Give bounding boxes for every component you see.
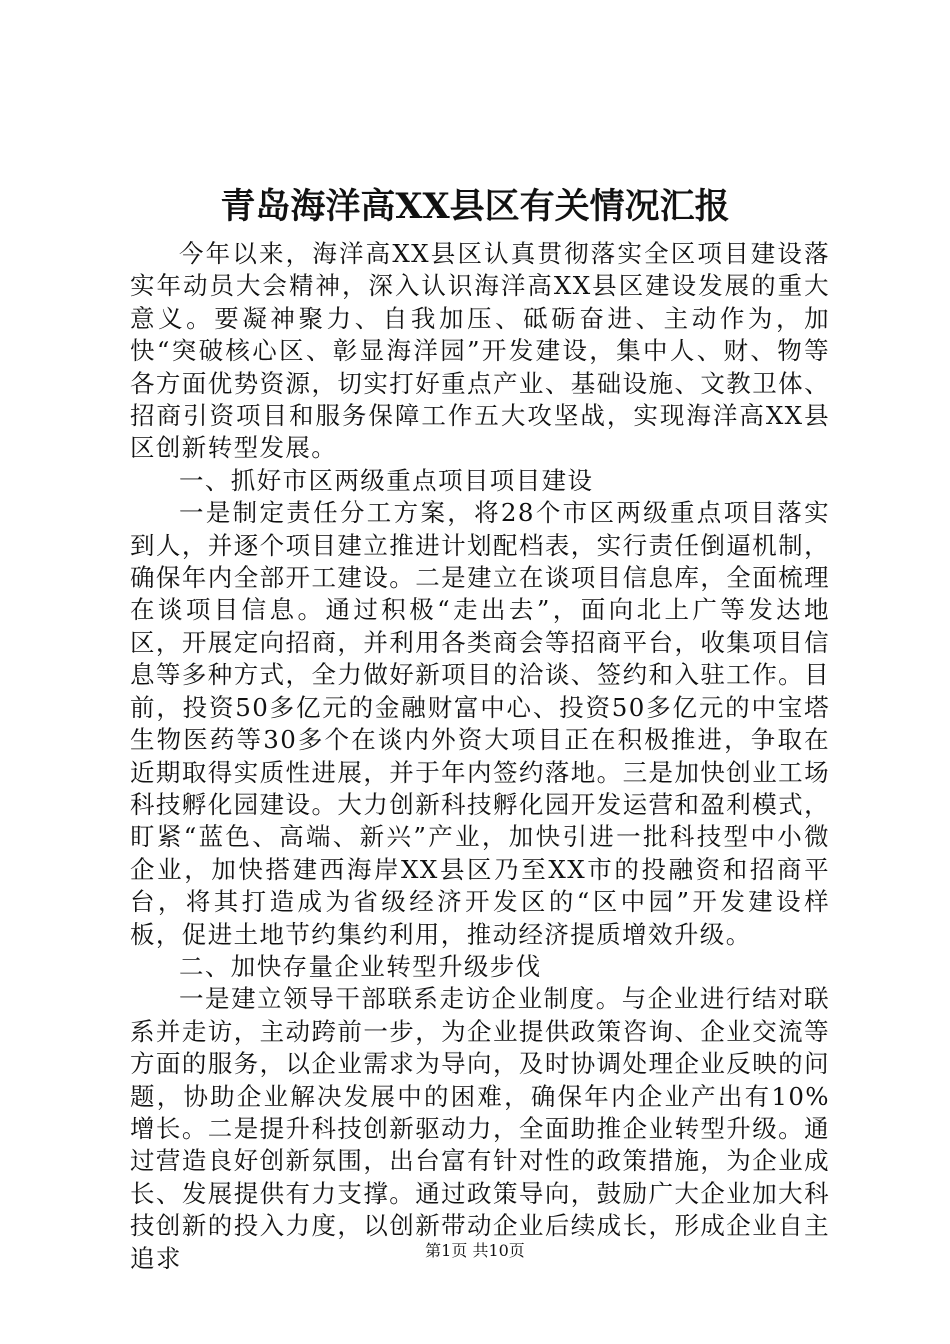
paragraph-section-1: 一是制定责任分工方案，将28个市区两级重点项目落实到人，并逐个项目建立推进计划配档表，实行责任倒逼机制，确保年内全部开工建设。二是建立在谈项目信息库，全面梳理在谈项目信息。通过积极“走出去”，面向北上广等发达地区，开展定向招商，并利用各类商会等招商平台，收集项目信息等多种方式，全力做好新项目的洽谈、签约和入驻工作。目前，投资50多亿元的金融财富中心、投资50多亿元的中宝塔生物医药等30多个在谈内外资大项目正在积极推进，争取在近期取得实质性进展，并于年内签约落地。三是加快创业工场科技孵化园建设。大力创新科技孵化园开发运营和盈利模式，盯紧“蓝色、高端、新兴”产业，加快引进一批科技型中小微企业，加快搭建西海岸XX县区乃至XX市的投融资和招商平台，将其打造成为省级经济开发区的“区中园”开发建设样板，促进土地节约集约利用，推动经济提质增效升级。 bbox=[130, 498, 830, 949]
section-heading-1: 一、抓好市区两级重点项目项目建设 bbox=[179, 465, 594, 495]
paragraph-section-2: 一是建立领导干部联系走访企业制度。与企业进行结对联系并走访，主动跨前一步，为企业提供政策咨询、企业交流等方面的服务，以企业需求为导向，及时协调处理企业反映的问题，协助企业解决发展中的困难，确保年内企业产出有10%增长。二是提升科技创新驱动力，全面助推企业转型升级。通过营造良好创新氛围，出台富有针对性的政策措施，为企业成长、发展提供有力支撑。通过政策导向，鼓励广大企业加大科技创新的投入力度，以创新带动企业后续成长，形成企业自主追求 bbox=[130, 984, 830, 1273]
document-title: 青岛海洋高XX县区有关情况汇报 bbox=[220, 186, 730, 227]
document-body bbox=[130, 238, 830, 1275]
section-heading-2: 二、加快存量企业转型升级步伐 bbox=[179, 951, 542, 981]
page-number-footer: 第1页 共10页 bbox=[425, 1241, 525, 1260]
paragraph-intro: 今年以来，海洋高XX县区认真贯彻落实全区项目建设落实年动员大会精神，深入认识海洋高XX县区建设发展的重大意义。要凝神聚力、自我加压、砥砺奋进、主动作为，加快“突破核心区、彰显海洋园”开发建设，集中人、财、物等各方面优势资源，切实打好重点产业、基础设施、文教卫体、招商引资项目和服务保障工作五大攻坚战，实现海洋高XX县区创新转型发展。 bbox=[130, 239, 830, 463]
